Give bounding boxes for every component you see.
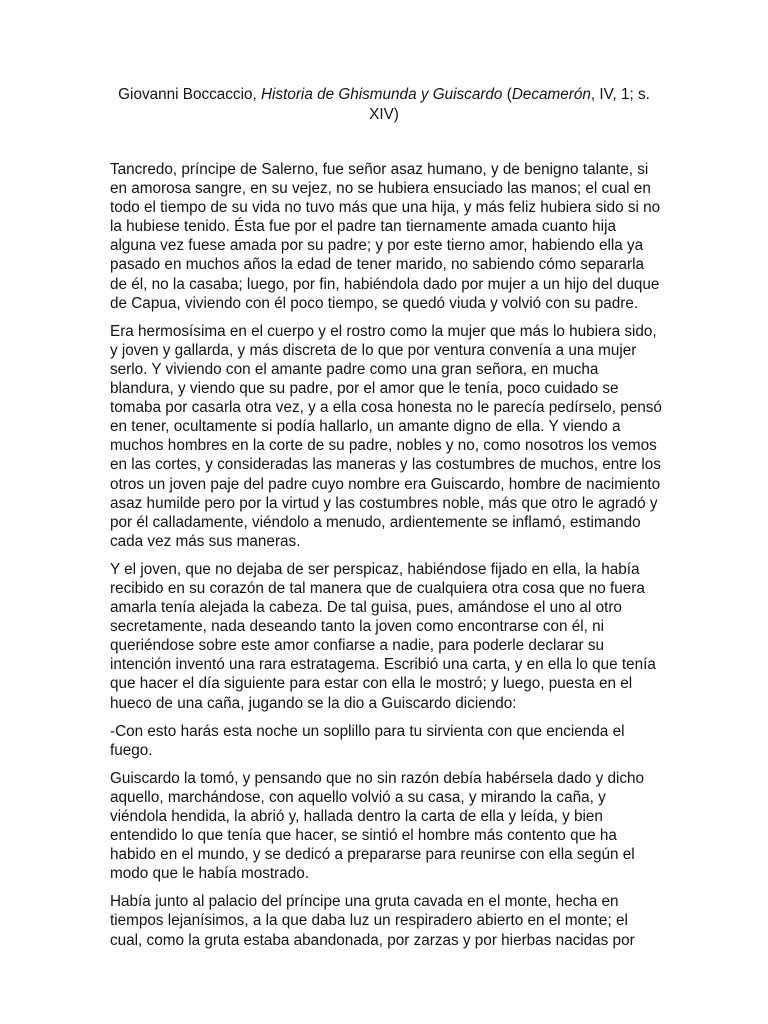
- title-source: Decamerón: [511, 86, 591, 103]
- paragraph: Tancredo, príncipe de Salerno, fue señor asaz humano, y de benigno talante, si en amorosa sangre, en su vejez, no se hubiera ensuciado las manos; el cual en todo el tiempo de su vida no tuvo más que una hija, y más feliz hubiera sido si no la hubiese tenido. Ésta fue por el padre tan tiernamente amada cuanto hija alguna vez fuese amada por su padre; y por este tierno amor, habiendo ella ya pasado en muchos años la edad de tener marido, no sabiendo cómo separarla de él, no la casaba; luego, por fin, habiéndola dado por mujer a un hijo del duque de Capua, viviendo con él poco tiempo, se quedó viuda y volvió con su padre.: [110, 161, 661, 312]
- document-title: [104, 85, 664, 125]
- paragraph: -Con esto harás esta noche un soplillo para tu sirvienta con que encienda el fuego.: [110, 722, 625, 759]
- paragraph: Había junto al palacio del príncipe una gruta cavada en el monte, hecha en tiempos lejanísimos, a la que daba luz un respiradero abierto en el monte; el cual, como la gruta estaba abandonada, por zarzas y por hierbas nacidas por: [110, 893, 635, 949]
- paragraph: Y el joven, que no dejaba de ser perspicaz, habiéndose fijado en ella, la había recibido en su corazón de tal manera que de cualquiera otra cosa que no fuera amarla tenía alejada la cabeza. De tal guisa, pues, amándose el uno al otro secretamente, nada deseando tanto la joven como encontrarse con él, ni queriéndose sobre este amor confiarse a nadie, para poderle declarar su intención inventó una rara estratagema. Escribió una carta, y en ella lo que tenía que hacer el día siguiente para estar con ella le mostró; y luego, puesta en el hueco de una caña, jugando se la dio a Guiscardo diciendo:: [110, 560, 656, 712]
- paragraph: Guiscardo la tomó, y pensando que no sin razón debía habérsela dado y dicho aquello, marchándose, con aquello volvió a su casa, y mirando la caña, y viéndola hendida, la abrió y, hallada dentro la carta de ella y leída, y bien entendido lo que tenía que hacer, se sintió el hombre más contento que ha habido en el mundo, y se dedicó a prepararse para reunirse con ella según el modo que le había mostrado.: [110, 769, 645, 883]
- title-open-paren: (: [502, 86, 512, 103]
- title-author: Giovanni Boccaccio,: [118, 86, 261, 103]
- paragraph: Era hermosísima en el cuerpo y el rostro como la mujer que más lo hubiera sido, y joven y gallarda, y más discreta de lo que por ventura convenía a una mujer serlo. Y viviendo con el amante padre como una gran señora, en mucha blandura, y viendo que su padre, por el amor que le tenía, poco cuidado se tomaba por casarla otra vez, y a ella cosa honesta no le parecía pedírselo, pensó en tener, ocultamente si podía hallarlo, un amante digno de ella. Y viendo a muchos hombres en la corte de su padre, nobles y no, como nosotros los vemos en las cortes, y consideradas las maneras y las costumbres de muchos, entre los otros un joven paje del padre cuyo nombre era Guiscardo, hombre de nacimiento asaz humilde pero por la virtud y las costumbres noble, más que otro le agradó y por él calladamente, viéndolo a menudo, ardientemente se inflamó, estimando cada vez más sus maneras.: [110, 322, 662, 550]
- title-work: Historia de Ghismunda y Guiscardo: [260, 86, 503, 103]
- document-body: [110, 160, 663, 959]
- title-reference: , IV, 1; s. XIV): [369, 86, 650, 123]
